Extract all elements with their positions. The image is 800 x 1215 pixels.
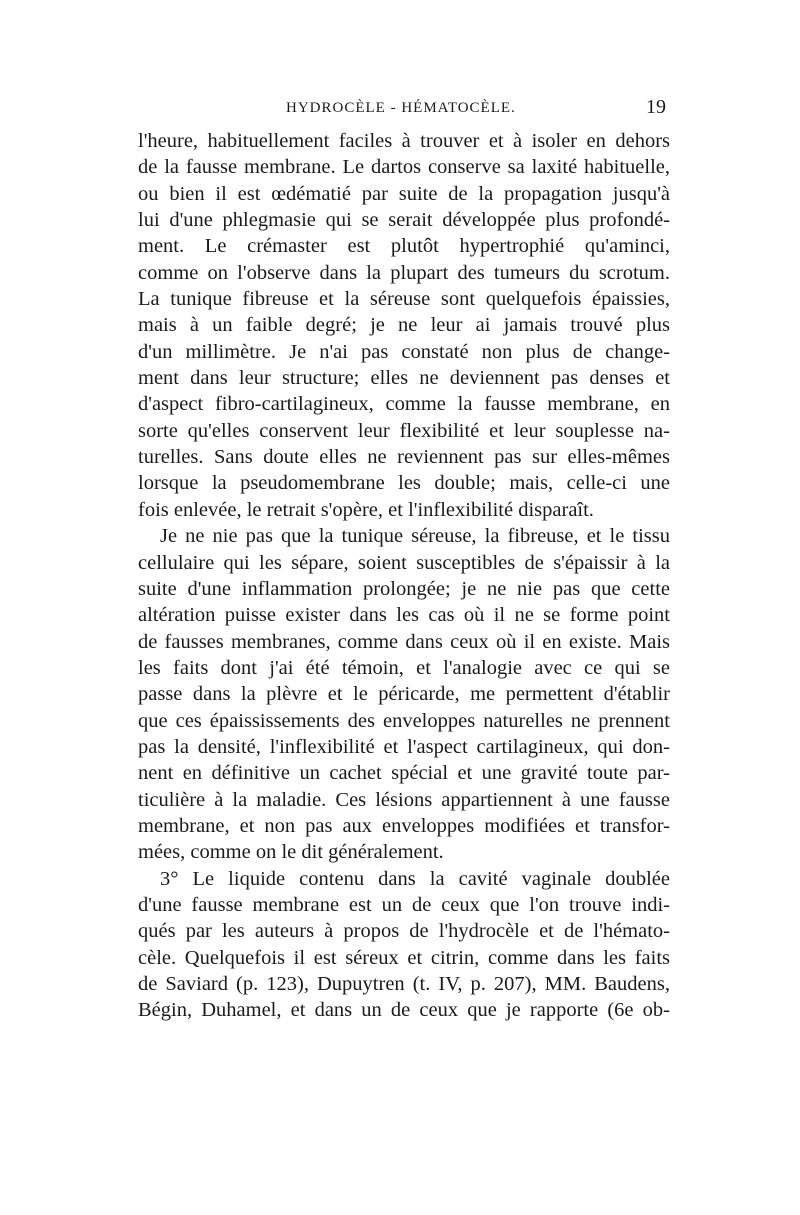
page-header <box>138 96 670 122</box>
body-text <box>138 128 670 1024</box>
text-line: de fausses membranes, comme dans ceux où il en existe. Mais <box>138 630 670 653</box>
text-line: La tunique fibreuse et la séreuse sont quelquefois épaissies, <box>138 288 670 311</box>
text-line: lui d'une phlegmasie qui se serait développée plus profondé- <box>138 209 670 232</box>
text-line: ticulière à la maladie. Ces lésions appartiennent à une fausse <box>138 788 670 811</box>
text-line: Je ne nie pas que la tunique séreuse, la fibreuse, et le tissu <box>160 525 670 548</box>
text-line: comme on l'observe dans la plupart des tumeurs du scrotum. <box>138 261 670 284</box>
page-number: 19 <box>646 96 666 118</box>
text-line: mais à un faible degré; je ne leur ai jamais trouvé plus <box>138 314 670 337</box>
text-line: mées, comme on le dit généralement. <box>138 841 444 864</box>
text-line: ment dans leur structure; elles ne deviennent pas denses et <box>138 367 670 390</box>
text-line: l'heure, habituellement faciles à trouver et à isoler en dehors <box>138 130 670 152</box>
text-line: d'aspect fibro-cartilagineux, comme la fausse membrane, en <box>138 393 670 416</box>
text-line: d'un millimètre. Je n'ai pas constaté non plus de change- <box>138 340 670 363</box>
text-line: cellulaire qui les sépare, soient susceptibles de s'épaissir à la <box>138 551 670 574</box>
text-line: ment. Le crémaster est plutôt hypertrophié qu'aminci, <box>138 235 670 258</box>
text-line: lorsque la pseudomembrane les double; mais, celle-ci une <box>138 472 670 495</box>
running-title: HYDROCÈLE - HÉMATOCÈLE. <box>286 100 516 116</box>
text-line: sorte qu'elles conservent leur flexibilité et leur souplesse na- <box>138 419 670 442</box>
text-line: pas la densité, l'inflexibilité et l'aspect cartilagineux, qui don- <box>138 735 670 758</box>
text-line: ou bien il est œdématié par suite de la propagation jusqu'à <box>138 182 670 205</box>
text-line: qués par les auteurs à propos de l'hydrocèle et de l'hémato- <box>138 920 670 943</box>
text-line: Bégin, Duhamel, et dans un de ceux que je rapporte (6e ob- <box>138 999 670 1022</box>
text-line: 3° Le liquide contenu dans la cavité vaginale doublée <box>160 867 670 890</box>
text-line: que ces épaississements des enveloppes naturelles ne prennent <box>138 709 670 732</box>
text-line: altération puisse exister dans les cas où il ne se forme point <box>138 604 670 627</box>
text-line: suite d'une inflammation prolongée; je ne nie pas que cette <box>138 577 670 600</box>
text-line: turelles. Sans doute elles ne reviennent pas sur elles-mêmes <box>138 446 670 469</box>
text-line: de la fausse membrane. Le dartos conserve sa laxité habituelle, <box>138 156 670 179</box>
text-line: d'une fausse membrane est un de ceux que l'on trouve indi- <box>138 893 670 916</box>
text-line: de Saviard (p. 123), Dupuytren (t. IV, p. 207), MM. Baudens, <box>138 973 670 995</box>
text-line: fois enlevée, le retrait s'opère, et l'inflexibilité disparaît. <box>138 498 594 521</box>
text-line: cèle. Quelquefois il est séreux et citrin, comme dans les faits <box>138 946 670 969</box>
text-line: les faits dont j'ai été témoin, et l'analogie avec ce qui se <box>138 656 670 679</box>
text-line: nent en définitive un cachet spécial et une gravité toute par- <box>138 762 670 785</box>
text-line: passe dans la plèvre et le péricarde, me permettent d'établir <box>138 683 670 706</box>
text-line: membrane, et non pas aux enveloppes modifiées et transfor- <box>138 814 670 837</box>
